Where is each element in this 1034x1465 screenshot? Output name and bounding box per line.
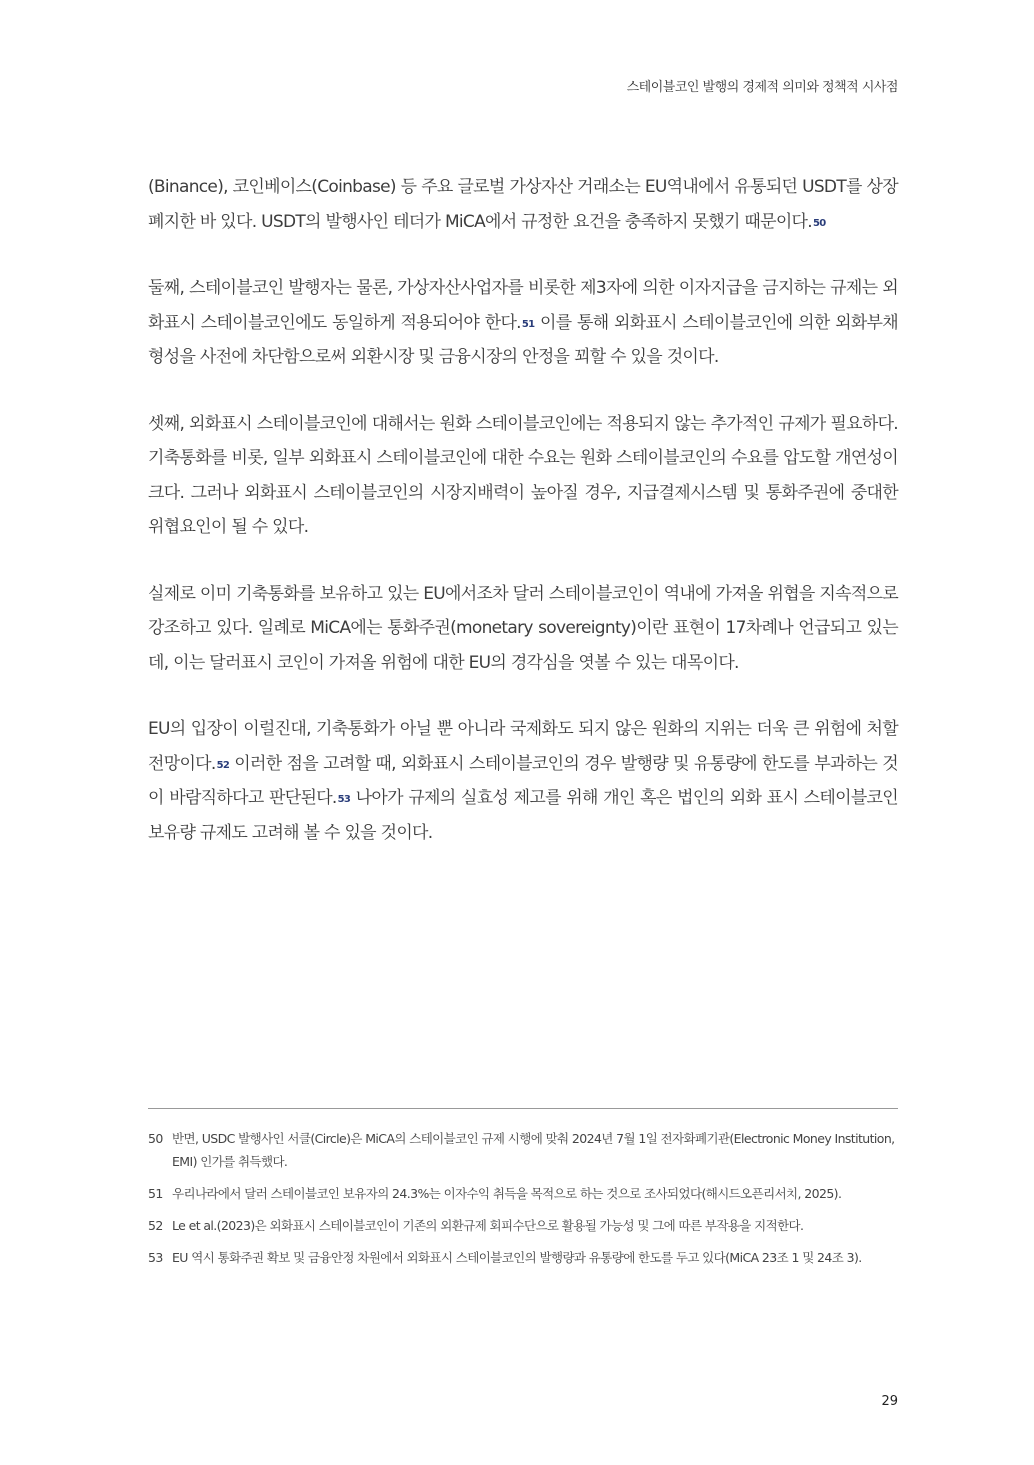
footnotes (148, 1127, 898, 1278)
footnote-52 (148, 1214, 898, 1237)
paragraph-2 (148, 271, 898, 375)
footnote-text: 우리나라에서 달러 스테이블코인 보유자의 24.3%는 이자수익 취득을 목적으로 하는 것으로 조사되었다(해시드오픈리서치, 2025). (172, 1186, 842, 1201)
paragraph-text: 나아가 규제의 실효성 제고를 위해 개인 혹은 법인의 외화 표시 스테이블코인 보유량 규제도 고려해 볼 수 있을 것이다. (148, 788, 898, 843)
footnote-number: 51 (148, 1186, 163, 1201)
footnote-text: 반면, USDC 발행사인 서클(Circle)은 MiCA의 스테이블코인 규제 시행에 맞춰 2024년 7월 1일 전자화폐기관(Electronic Money Institution, EMI) 인가를 취득했다. (172, 1131, 895, 1169)
footnote-text: EU 역시 통화주권 확보 및 금융안정 차원에서 외화표시 스테이블코인의 발행량과 유통량에 한도를 두고 있다(MiCA 23조 1 및 24조 3). (172, 1250, 862, 1265)
footnote-ref-52[interactable]: 52 (216, 759, 230, 771)
footnote-text: Le et al.(2023)은 외화표시 스테이블코인이 기존의 외환규제 회피수단으로 활용될 가능성 및 그에 따른 부작용을 지적한다. (172, 1218, 804, 1233)
footnote-divider (148, 1108, 898, 1109)
page-number: 29 (881, 1394, 898, 1409)
paragraph-4: 실제로 이미 기축통화를 보유하고 있는 EU에서조차 달러 스테이블코인이 역내에 가져올 위협을 지속적으로 강조하고 있다. 일례로 MiCA에는 통화주권(monetary sovereignty)이란 표현이 17차례나 언급되고 있는데, 이는 달러표시 코인이 가져올 위험에 대한 EU의 경각심을 엿볼 수 있는 대목이다. (148, 583, 898, 673)
paragraph-text: EU의 입장이 이럴진대, 기축통화가 아닐 뿐 아니라 국제화도 되지 않은 원화의 지위는 더욱 큰 위험에 처할 전망이다. (148, 719, 898, 774)
paragraph-text: 이러한 점을 고려할 때, 외화표시 스테이블코인의 경우 발행량 및 유통량에 한도를 부과하는 것이 바람직하다고 판단된다. (148, 753, 898, 808)
footnote-51 (148, 1182, 898, 1205)
footnote-ref-53[interactable]: 53 (337, 794, 351, 805)
paragraph-3: 셋째, 외화표시 스테이블코인에 대해서는 원화 스테이블코인에는 적용되지 않는 추가적인 규제가 필요하다. 기축통화를 비롯, 일부 외화표시 스테이블코인에 대한 수요는 원화 스테이블코인의 수요를 압도할 개연성이 크다. 그러나 외화표시 스테이블코인의 시장지배력이 높아질 경우, 지급결제시스템 및 통화주권에 중대한 위협요인이 될 수 있다. (148, 413, 898, 537)
body-text (148, 170, 898, 882)
footnote-50 (148, 1127, 898, 1173)
paragraph-1 (148, 170, 898, 239)
paragraph-5 (148, 712, 898, 850)
running-header: 스테이블코인 발행의 경제적 의미와 정책적 시사점 (626, 80, 898, 95)
footnote-number: 50 (148, 1131, 163, 1146)
footnote-number: 52 (148, 1218, 163, 1233)
paragraph-text: (Binance), 코인베이스(Coinbase) 등 주요 글로벌 가상자산 거래소는 EU역내에서 유통되던 USDT를 상장폐지한 바 있다. USDT의 발행사인 테더가 MiCA에서 규정한 요건을 충족하지 못했기 때문이다. (148, 177, 898, 232)
footnote-number: 53 (148, 1250, 163, 1265)
footnote-53 (148, 1246, 898, 1269)
footnote-ref-51[interactable]: 51 (521, 318, 535, 330)
paragraph-text: 이를 통해 외화표시 스테이블코인에 의한 외화부채 형성을 사전에 차단함으로써 외환시장 및 금융시장의 안정을 꾀할 수 있을 것이다. (148, 312, 898, 367)
footnote-ref-50[interactable]: 50 (812, 217, 826, 229)
paragraph-text: 둘째, 스테이블코인 발행자는 물론, 가상자산사업자를 비롯한 제3자에 의한 이자지급을 금지하는 규제는 외화표시 스테이블코인에도 동일하게 적용되어야 한다. (148, 278, 898, 333)
